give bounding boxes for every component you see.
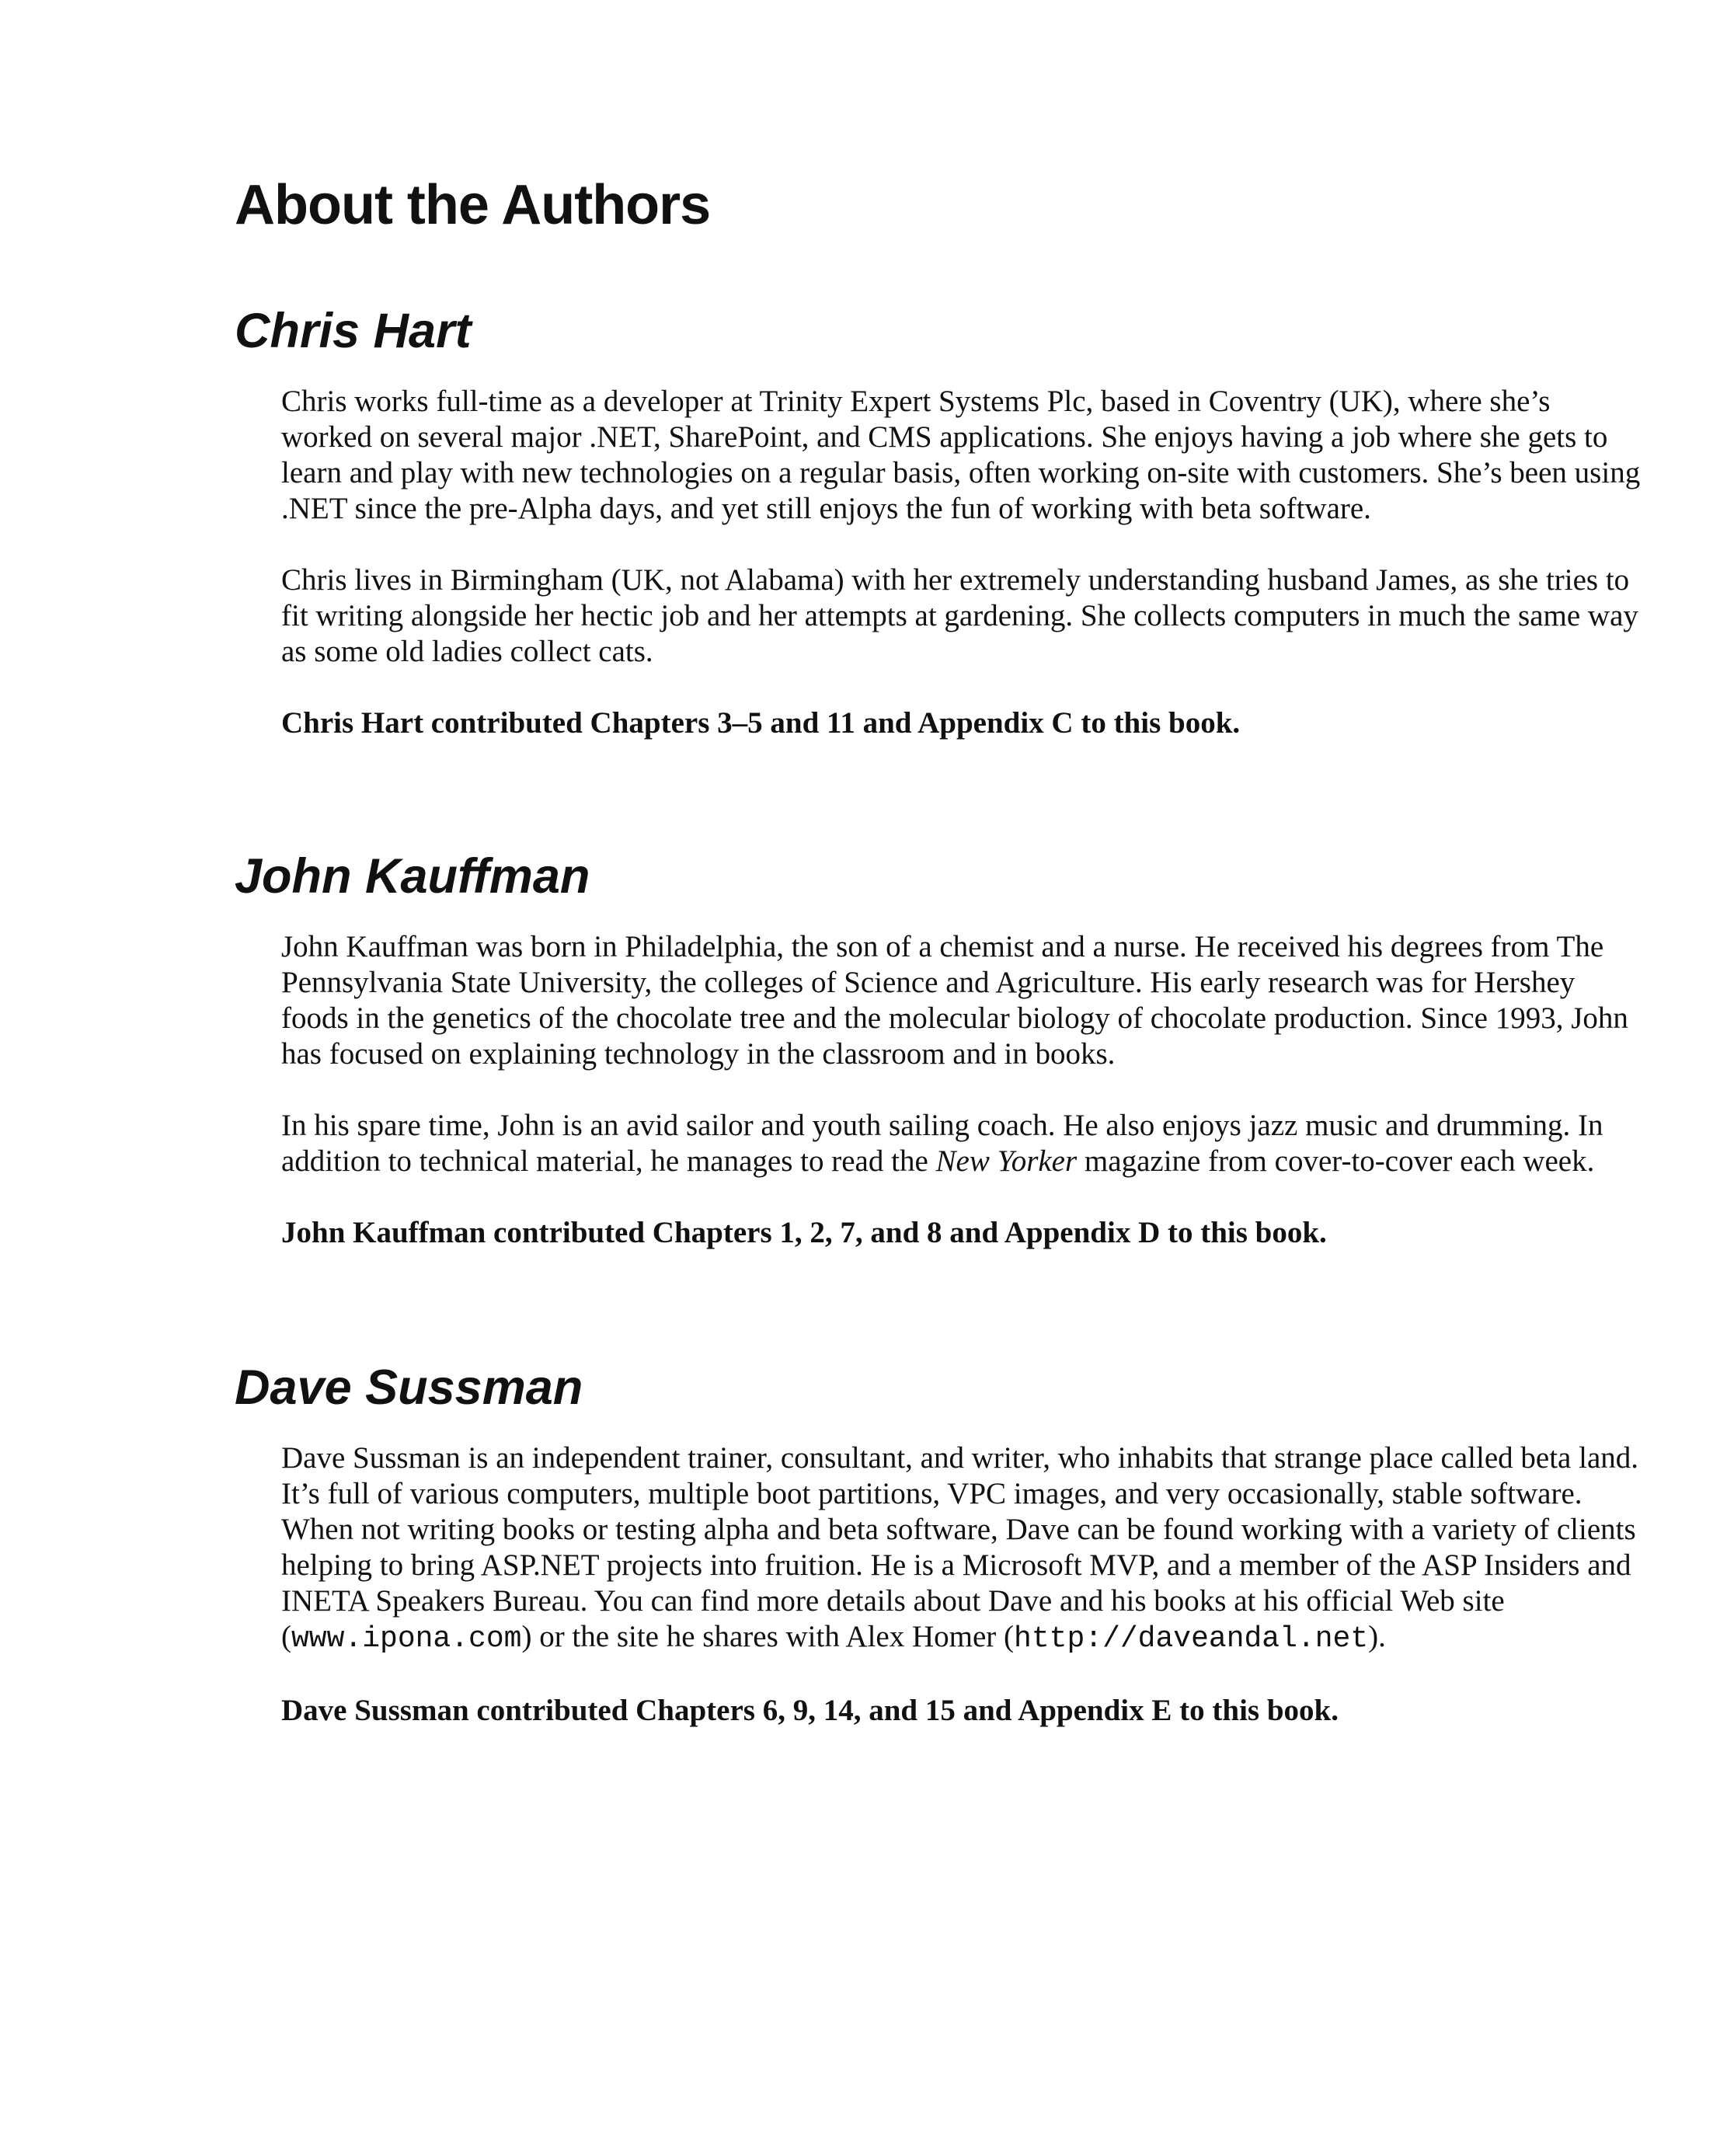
author-section-chris-hart xyxy=(235,304,1649,741)
author-section-john-kauffman xyxy=(235,849,1649,1251)
contribution-statement: Chris Hart contributed Chapters 3–5 and 11 and Appendix C to this book. xyxy=(281,706,1241,740)
bio-paragraph: Chris works full-time as a developer at Trinity Expert Systems Plc, based in Coventry (UK), where she’s worked on several major .NET, SharePoint, and CMS applications. She enjoys having a job where she gets to learn and play with new technologies on a regular basis, often working on-site with customers. She’s been using .NET since the pre-Alpha days, and yet still enjoys the fun of working with beta software. xyxy=(281,385,1641,525)
author-name: John Kauffman xyxy=(235,849,590,904)
bio-paragraph: Chris lives in Birmingham (UK, not Alabama) with her extremely understanding husband James, as she tries to fit writing alongside her hectic job and her attempts at gardening. She collects computers in much the same way as some old ladies collect cats. xyxy=(281,563,1638,668)
author-name: Dave Sussman xyxy=(235,1360,583,1415)
website-url: www.ipona.com xyxy=(291,1622,522,1656)
contribution-statement: Dave Sussman contributed Chapters 6, 9, 14, and 15 and Appendix E to this book. xyxy=(281,1694,1339,1727)
author-bio xyxy=(281,1440,1649,1729)
author-name: Chris Hart xyxy=(235,304,472,358)
author-section-dave-sussman xyxy=(235,1360,1649,1729)
bio-paragraph xyxy=(281,1440,1649,1657)
bio-text: Dave Sussman is an independent trainer, consultant, and writer, who inhabits that strange place called beta land. It’s full of various computers, multiple boot partitions, VPC images, and very occasionally, stable software. When not writing books or testing alpha and beta software, Dave can be found working with a variety of clients helping to bring ASP.NET projects into fruition. He is a Microsoft MVP, and a member of the ASP Insiders and INETA Speakers Bureau. You can find more details about Dave and his books at his official Web site ( xyxy=(281,1441,1639,1653)
magazine-title: New Yorker xyxy=(935,1144,1078,1178)
website-url: http://daveandal.net xyxy=(1014,1622,1369,1656)
bio-text: ) or the site he shares with Alex Homer ( xyxy=(521,1620,1015,1653)
author-bio xyxy=(281,929,1649,1251)
bio-text: In his spare time, John is an avid sailor and youth sailing coach. He also enjoys jazz music and drumming. In addition to technical material, he manages to read the xyxy=(281,1109,1603,1178)
bio-text: ). xyxy=(1368,1620,1386,1653)
bio-paragraph xyxy=(281,1108,1649,1179)
bio-paragraph: John Kauffman was born in Philadelphia, the son of a chemist and a nurse. He received his degrees from The Pennsylvania State University, the colleges of Science and Agriculture. His early research was for Hershey foods in the genetics of the chocolate tree and the molecular biology of chocolate production. Since 1993, John has focused on explaining technology in the classroom and in books. xyxy=(281,930,1628,1071)
bio-text: magazine from cover-to-cover each week. xyxy=(1077,1144,1595,1178)
page-title: About the Authors xyxy=(235,174,711,236)
author-bio xyxy=(281,384,1649,741)
contribution-statement: John Kauffman contributed Chapters 1, 2, 7, and 8 and Appendix D to this book. xyxy=(281,1216,1327,1249)
